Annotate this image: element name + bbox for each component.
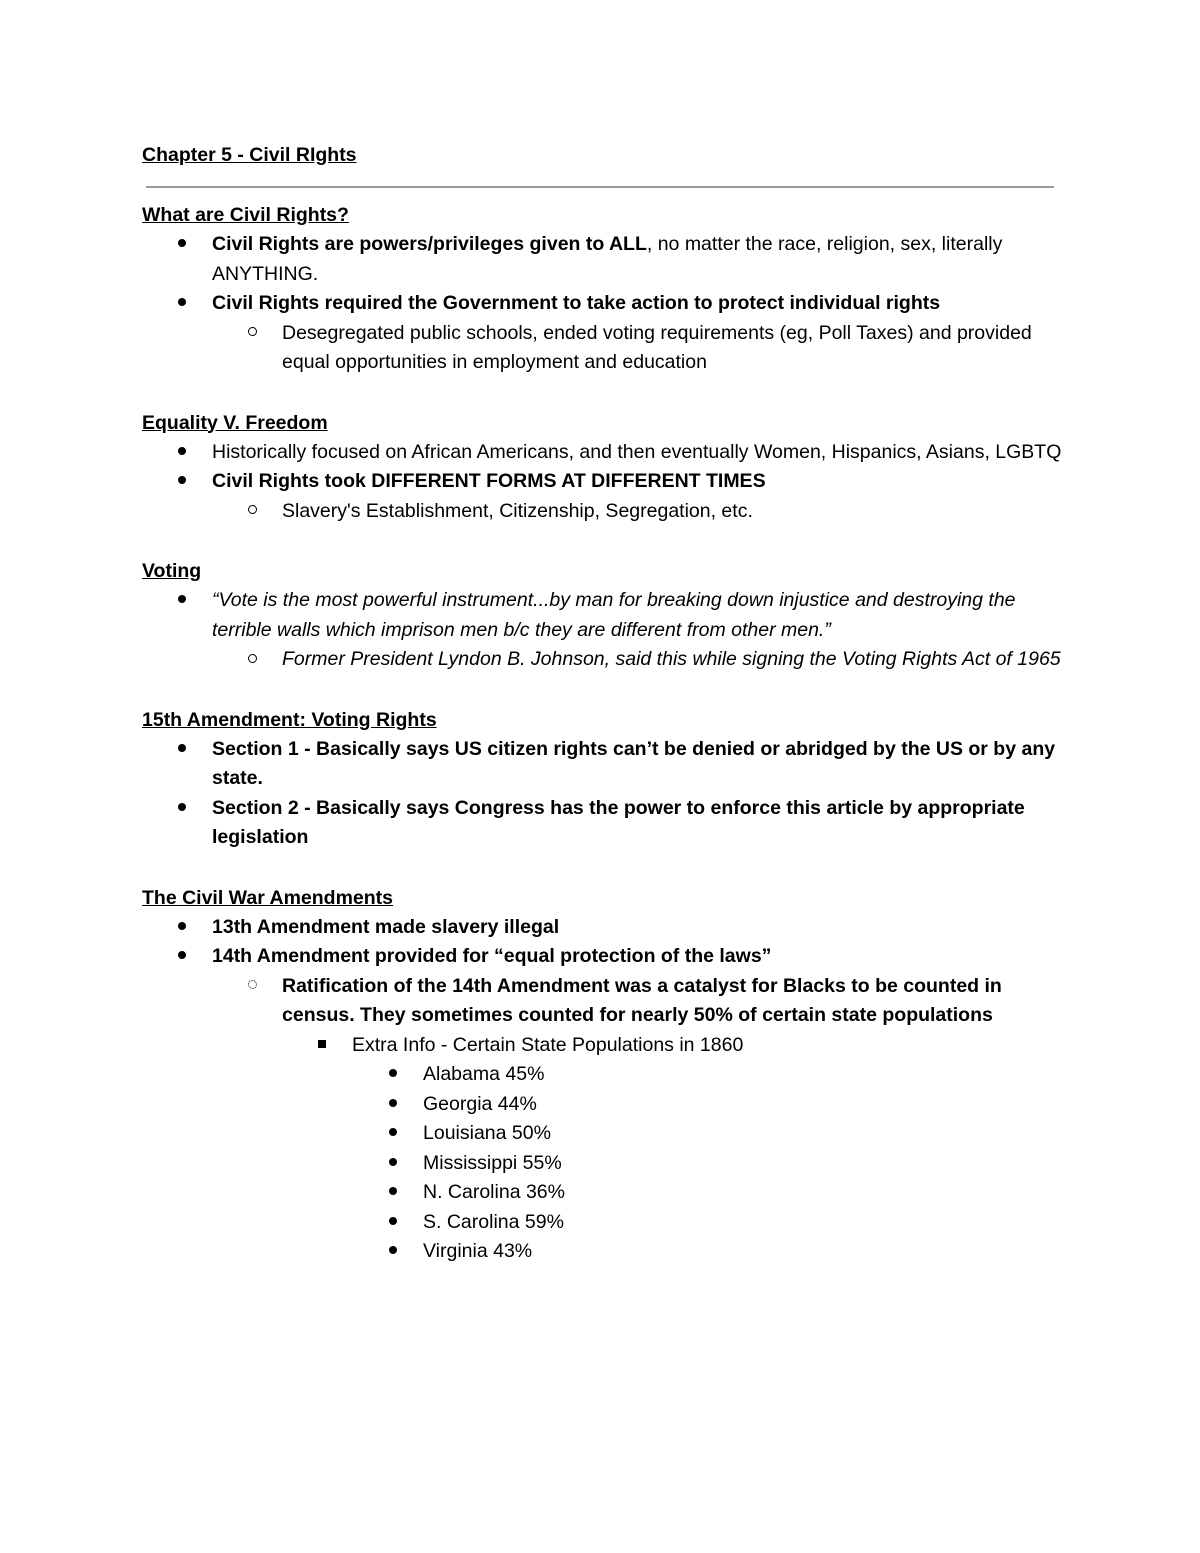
state-population-list — [142, 1060, 1062, 1267]
hollow-bullet-icon — [248, 972, 257, 1002]
bold-text: 14th Amendment provided for “equal protection of the laws” — [212, 945, 772, 967]
bold-text: Civil Rights required the Government to take action to protect individual rights — [212, 292, 941, 314]
section-voting — [142, 556, 1062, 675]
state-population-item — [142, 1119, 1062, 1149]
plain-text: Slavery's Establishment, Citizenship, Segregation, etc. — [282, 499, 753, 522]
bold-text: 13th Amendment made slavery illegal — [212, 915, 560, 938]
list-item — [142, 438, 1062, 468]
hollow-bullet-icon — [248, 497, 257, 527]
bullet-icon — [389, 1090, 397, 1120]
bullet-icon — [178, 794, 186, 824]
state-population-item — [142, 1178, 1062, 1208]
state-population-item — [142, 1237, 1062, 1267]
title-divider — [146, 186, 1054, 188]
state-population-item — [142, 1149, 1062, 1179]
list-item — [142, 942, 1062, 972]
bullet-icon — [389, 1178, 397, 1208]
section-equality — [142, 408, 1062, 527]
plain-text: Extra Info - Certain State Populations in 1860 — [352, 1033, 744, 1056]
bold-text: Civil Rights took DIFFERENT FORMS AT DIFFERENT TIMES — [212, 470, 766, 492]
list-item — [142, 497, 1062, 527]
plain-text: , no matter the race, religion, sex, literally ANYTHING. — [212, 233, 1003, 285]
bullet-icon — [389, 1208, 397, 1238]
list-item — [142, 289, 1062, 319]
section-heading: The Civil War Amendments — [142, 886, 394, 909]
list-item — [142, 972, 1062, 1031]
list-item — [142, 735, 1062, 794]
bold-text: Civil Rights are powers/privileges given to ALL — [212, 233, 647, 255]
quote-text: “Vote is the most powerful instrument...by man for breaking down injustice and destroying the terrible walls which imprison men b/c they are different from other men.” — [212, 589, 1016, 641]
plain-text: Historically focused on African Americans, and then eventually Women, Hispanics, Asians, LGBTQ — [212, 440, 1062, 463]
hollow-bullet-icon — [248, 645, 257, 675]
list-item — [142, 467, 1062, 497]
list-item — [142, 913, 1062, 943]
bold-text: Ratification of the 14th Amendment was a catalyst for Blacks to be counted in census. They sometimes counted for nearly 50% of certain state populations — [282, 974, 1002, 1026]
list-item — [142, 230, 1062, 289]
list-item — [142, 1031, 1062, 1061]
list-item — [142, 645, 1062, 675]
bullet-icon — [389, 1119, 397, 1149]
state-population-text: Alabama 45% — [423, 1063, 545, 1085]
bullet-icon — [178, 289, 186, 319]
bold-text: Section 1 - Basically says US citizen rights can’t be denied or abridged by the US or by any state. — [212, 737, 1056, 789]
bullet-icon — [178, 913, 186, 943]
state-population-text: Louisiana 50% — [423, 1122, 551, 1144]
state-population-item — [142, 1208, 1062, 1238]
state-population-text: Georgia 44% — [423, 1092, 537, 1115]
bullet-icon — [178, 942, 186, 972]
bullet-icon — [178, 230, 186, 260]
list-item — [142, 794, 1062, 853]
section-heading: Voting — [142, 560, 202, 582]
state-population-item — [142, 1060, 1062, 1090]
list-item — [142, 586, 1062, 645]
section-civil-war-amendments — [142, 883, 1062, 1267]
state-population-text: S. Carolina 59% — [423, 1210, 564, 1233]
page-title: Chapter 5 - Civil RIghts — [142, 144, 357, 166]
bullet-icon — [178, 735, 186, 765]
state-population-item — [142, 1090, 1062, 1120]
state-population-text: Mississippi 55% — [423, 1151, 562, 1174]
document-body — [142, 200, 1062, 1297]
bullet-icon — [178, 467, 186, 497]
square-bullet-icon — [318, 1031, 326, 1061]
state-population-text: N. Carolina 36% — [423, 1181, 565, 1203]
plain-text: Desegregated public schools, ended voting requirements (eg, Poll Taxes) and provided equal opportunities in employment and education — [282, 321, 1032, 373]
section-heading: Equality V. Freedom — [142, 411, 328, 434]
quote-attribution: Former President Lyndon B. Johnson, said this while signing the Voting Rights Act of 1965 — [282, 648, 1061, 670]
bold-text: Section 2 - Basically says Congress has the power to enforce this article by appropriate legislation — [212, 796, 1025, 848]
list-item — [142, 319, 1062, 378]
section-civil-rights — [142, 200, 1062, 378]
bullet-icon — [389, 1237, 397, 1267]
bullet-icon — [178, 586, 186, 616]
section-fifteenth-amendment — [142, 705, 1062, 853]
bullet-icon — [178, 438, 186, 468]
hollow-bullet-icon — [248, 319, 257, 349]
state-population-text: Virginia 43% — [423, 1240, 533, 1262]
section-heading: 15th Amendment: Voting Rights — [142, 708, 437, 731]
bullet-icon — [389, 1060, 397, 1090]
section-heading: What are Civil Rights? — [142, 204, 349, 226]
bullet-icon — [389, 1149, 397, 1179]
